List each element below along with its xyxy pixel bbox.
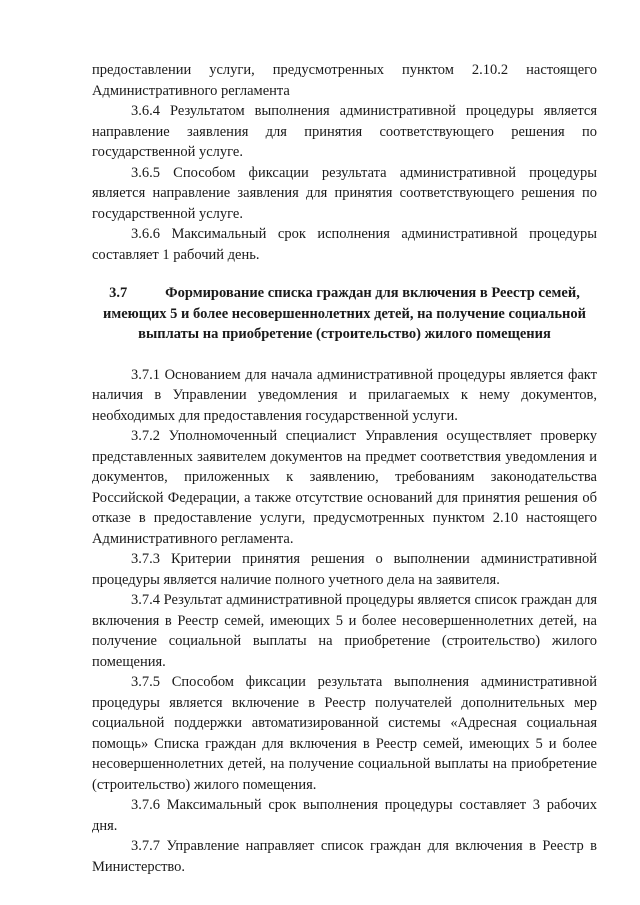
paragraph-3-6-6: 3.6.6 Максимальный срок исполнения административной процедуры составляет 1 рабочий день.	[92, 226, 597, 263]
section-number: 3.7	[109, 285, 128, 301]
paragraph-3-7-3: 3.7.3 Критерии принятия решения о выполнении административной процедуры является наличие полного учетного дела на заявителя.	[92, 551, 597, 588]
paragraph-continuation: предоставлении услуги, предусмотренных пунктом 2.10.2 настоящего Административного регламента	[92, 62, 597, 99]
paragraph-3-7-6: 3.7.6 Максимальный срок выполнения процедуры составляет 3 рабочих дня.	[92, 797, 597, 834]
section-heading	[92, 283, 597, 345]
paragraph-3-7-2: 3.7.2 Уполномоченный специалист Управления осуществляет проверку представленных заявителем документов на предмет соответствия уведомления и документов, приложенных к заявлению, требованиям законодательства Российской Федерации, а также отсутствие оснований для принятия решения об отказе в предоставление услуги, предусмотренных пунктом 2.10 настоящего Административного регламента.	[92, 428, 597, 547]
section-title: Формирование списка граждан для включения в Реестр семей, имеющих 5 и более несовершеннолетних детей, на получение социальной выплаты на приобретение (строительство) жилого помещения	[102, 285, 587, 342]
paragraph-3-7-7: 3.7.7 Управление направляет список граждан для включения в Реестр в Министерство.	[92, 838, 597, 875]
paragraph-3-6-5: 3.6.5 Способом фиксации результата административной процедуры является направление заявления для принятия соответствующего решения по государственной услуге.	[92, 164, 597, 222]
paragraph-3-7-4: 3.7.4 Результат административной процедуры является список граждан для включения в Реестр семей, имеющих 5 и более несовершеннолетних детей, на получение социальной выплаты на приобретение (строительство) жилого помещения.	[92, 592, 597, 670]
paragraph-3-7-1: 3.7.1 Основанием для начала административной процедуры является факт наличия в Управлении уведомления и прилагаемых к нему документов, необходимых для предоставления государственной услуги.	[92, 366, 597, 424]
paragraph-3-7-5: 3.7.5 Способом фиксации результата выполнения административной процедуры является включение в Реестр получателей дополнительных мер социальной поддержки автоматизированной системы «Адресная социальная помощь» Списка граждан для включения в Реестр семей, имеющих 5 и более несовершеннолетних детей, на получение социальной выплаты на приобретение (строительство) жилого помещения.	[92, 674, 597, 793]
paragraph-3-6-4: 3.6.4 Результатом выполнения административной процедуры является направление заявления для принятия соответствующего решения по государственной услуге.	[92, 103, 597, 160]
document-page	[92, 60, 597, 877]
